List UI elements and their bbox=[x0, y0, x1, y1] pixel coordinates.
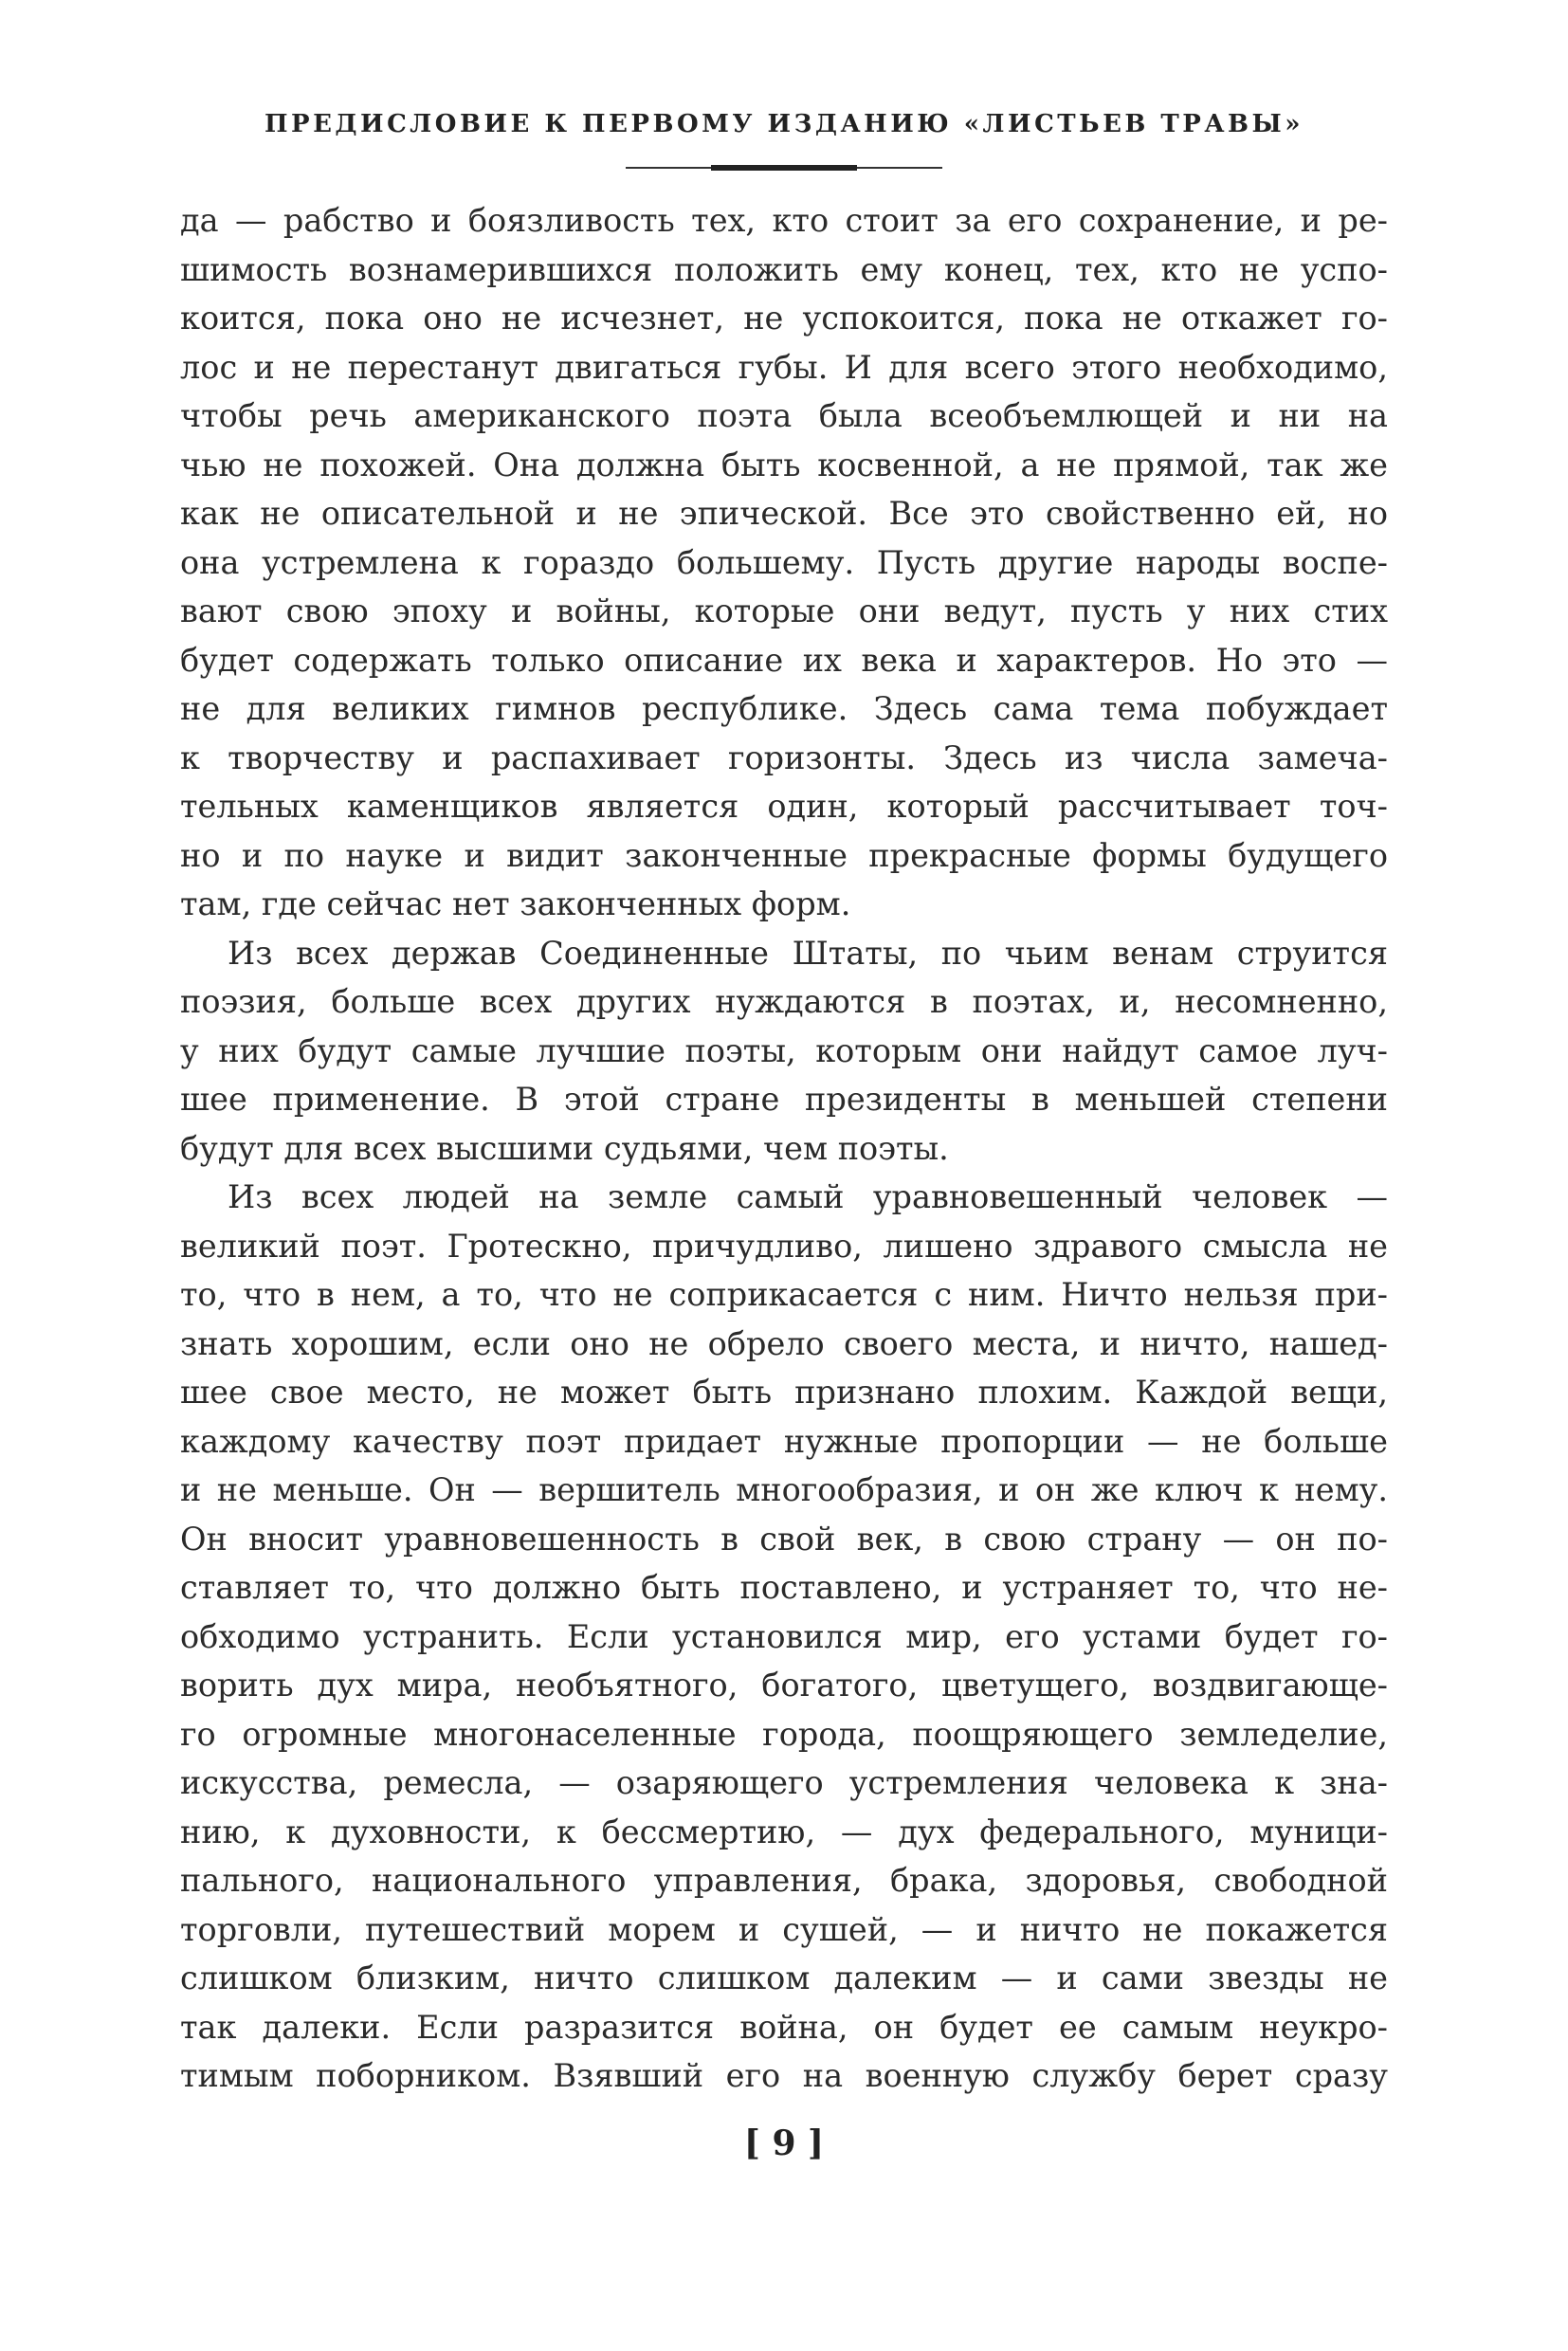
text-line: Он вносит уравновешенность в свой век, в свою страну — он по- bbox=[180, 1520, 1388, 1558]
text-line: обходимо устранить. Если установился мир, его устами будет го- bbox=[180, 1617, 1388, 1655]
header-rule-thick-line bbox=[711, 165, 857, 171]
text-line: ворить дух мира, необъятного, богатого, цветущего, воздвигающе- bbox=[180, 1667, 1388, 1704]
text-line: вают свою эпоху и войны, которые они ведут, пусть у них стих bbox=[180, 592, 1388, 629]
text-line: там, где сейчас нет законченных форм. bbox=[180, 885, 851, 922]
text-line: поэзия, больше всех других нуждаются в поэтах, и, несомненно, bbox=[180, 983, 1388, 1020]
text-line: к творчеству и распахивает горизонты. Здесь из числа замеча- bbox=[180, 738, 1388, 776]
text-line: искусства, ремесла, — озаряющего устремления человека к зна- bbox=[180, 1764, 1388, 1801]
text-line: не для великих гимнов республике. Здесь сама тема побуждает bbox=[180, 690, 1388, 727]
text-line: тимым поборником. Взявший его на военную службу берет сразу bbox=[180, 2057, 1388, 2094]
text-line: слишком близким, ничто слишком далеким — и сами звезды не bbox=[180, 1959, 1388, 1996]
text-line: коится, пока оно не исчезнет, не успокоится, пока не откажет го- bbox=[180, 300, 1388, 337]
text-line: великий поэт. Гротескно, причудливо, лишено здравого смысла не bbox=[180, 1227, 1388, 1265]
body-text bbox=[180, 196, 1388, 2101]
text-line: и не меньше. Он — вершитель многообразия, и он же ключ к нему. bbox=[180, 1471, 1388, 1508]
text-line: знать хорошим, если оно не обрело своего места, и ничто, нашед- bbox=[180, 1324, 1388, 1362]
text-line: Из всех людей на земле самый уравновешенный человек — bbox=[228, 1178, 1388, 1215]
text-line: торговли, путешествий морем и сушей, — и ничто не покажется bbox=[180, 1910, 1388, 1948]
text-line: чтобы речь американского поэта была всеобъемлющей и ни на bbox=[180, 397, 1388, 434]
text-line: так далеки. Если разразится война, он будет ее самым неукро- bbox=[180, 2008, 1388, 2046]
text-line: шимость вознамерившихся положить ему конец, тех, кто не успо- bbox=[180, 250, 1388, 288]
text-line: тельных каменщиков является один, который рассчитывает точ- bbox=[180, 788, 1388, 825]
text-line: лос и не перестанут двигаться губы. И для всего этого необходимо, bbox=[180, 348, 1388, 386]
text-line: шее свое место, не может быть признано плохим. Каждой вещи, bbox=[180, 1374, 1388, 1411]
text-line: как не описательной и не эпической. Все это свойственно ей, но bbox=[180, 495, 1388, 532]
text-line: но и по науке и видит законченные прекрасные формы будущего bbox=[180, 836, 1388, 874]
text-line: да — рабство и боязливость тех, кто стоит за его сохранение, и ре- bbox=[180, 202, 1388, 239]
text-line: шее применение. В этой стране президенты в меньшей степени bbox=[180, 1081, 1388, 1118]
text-line: нию, к духовности, к бессмертию, — дух федерального, муници- bbox=[180, 1813, 1388, 1850]
page-number: [ 9 ] bbox=[743, 2123, 825, 2163]
text-line: ставляет то, что должно быть поставлено, и устраняет то, что не- bbox=[180, 1569, 1388, 1606]
text-line: будут для всех высшими судьями, чем поэты. bbox=[180, 1129, 949, 1167]
text-line: Из всех держав Соединенные Штаты, по чьим венам струится bbox=[228, 934, 1388, 972]
text-line: го огромные многонаселенные города, поощряющего земледелие, bbox=[180, 1715, 1388, 1753]
text-line: чью не похожей. Она должна быть косвенной, а не прямой, так же bbox=[180, 446, 1388, 483]
running-title: ПРЕДИСЛОВИЕ К ПЕРВОМУ ИЗДАНИЮ «ЛИСТЬЕВ ТРАВЫ» bbox=[264, 110, 1304, 138]
text-line: то, что в нем, а то, что не соприкасается с ним. Ничто нельзя при- bbox=[180, 1276, 1388, 1313]
text-line: она устремлена к гораздо большему. Пусть другие народы воспе- bbox=[180, 543, 1388, 581]
text-line: пального, национального управления, брака, здоровья, свободной bbox=[180, 1862, 1388, 1899]
text-line: будет содержать только описание их века и характеров. Но это — bbox=[180, 641, 1388, 679]
text-line: каждому качеству поэт придает нужные пропорции — не больше bbox=[180, 1422, 1388, 1460]
text-line: у них будут самые лучшие поэты, которым они найдут самое луч- bbox=[180, 1031, 1388, 1069]
